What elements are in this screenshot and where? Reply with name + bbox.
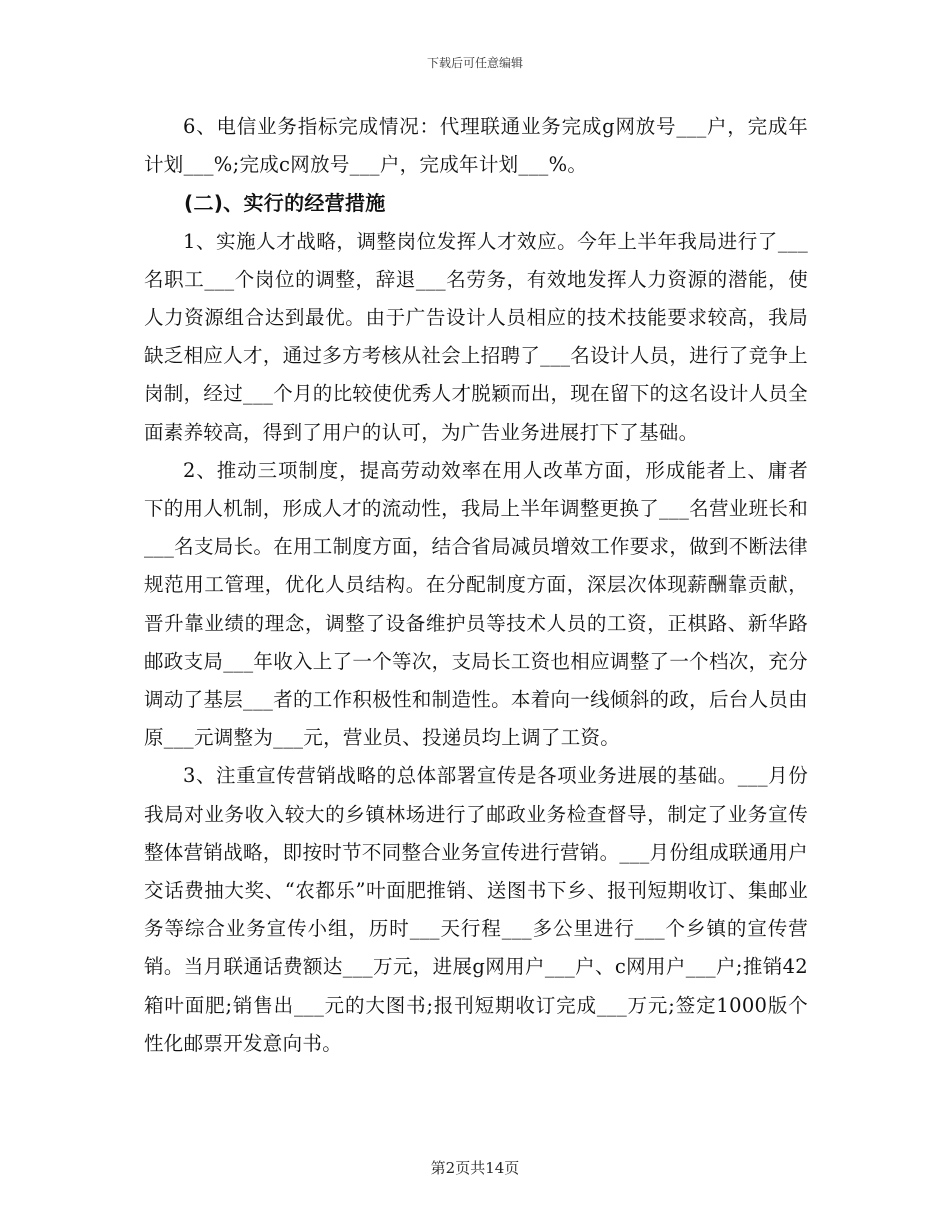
page-header: 下载后可任意编辑 bbox=[426, 56, 523, 70]
paragraph-telecom-indicators: 6、电信业务指标完成情况：代理联通业务完成g网放号___户，完成年计划___%;完成c网放号___户，完成年计划___%。 bbox=[144, 115, 808, 177]
paragraph-talent-strategy: 1、实施人才战略，调整岗位发挥人才效应。今年上半年我局进行了___名职工___个岗位的调整，辞退___名劳务，有效地发挥人力资源的潜能，使人力资源组合达到最优。由于广告设计人员相应的技术技能要求较高，我局缺乏相应人才，通过多方考核从社会上招聘了___名设计人员，进行了竞争上岗制，经过___个月的比较使优秀人才脱颖而出，现在留下的这名设计人员全面素养较高，得到了用户的认可，为广告业务进展打下了基础。 bbox=[144, 229, 808, 444]
section-heading: (二)、实行的经营措施 bbox=[184, 191, 386, 216]
paragraph-three-systems: 2、推动三项制度，提高劳动效率在用人改革方面，形成能者上、庸者下的用人机制，形成人才的流动性，我局上半年调整更换了___名营业班长和___名支局长。在用工制度方面，结合省局减员增效工作要求，做到不断法律规范用工管理，优化人员结构。在分配制度方面，深层次体现薪酬靠贡献，晋升靠业绩的理念，调整了设备维护员等技术人员的工资，正棋路、新华路邮政支局___年收入上了一个等次，支局长工资也相应调整了一个档次，充分调动了基层___者的工作积极性和制造性。本着向一线倾斜的政，后台人员由原___元调整为___元，营业员、投递员均上调了工资。 bbox=[144, 458, 808, 750]
paragraph-marketing-strategy: 3、注重宣传营销战略的总体部署宣传是各项业务进展的基础。___月份我局对业务收入较大的乡镇林场进行了邮政业务检查督导，制定了业务宣传整体营销战略，即按时节不同整合业务宣传进行营销。___月份组成联通用户交话费抽大奖、“农都乐”叶面肥推销、送图书下乡、报刊短期收订、集邮业务等综合业务宣传小组，历时___天行程___多公里进行___个乡镇的宣传营销。当月联通话费额达___万元，进展g网用户___户、c网用户___户;推销42箱叶面肥;销售出___元的大图书;报刊短期收订完成___万元;签定1000版个性化邮票开发意向书。 bbox=[144, 764, 808, 1055]
page-footer: 第2页共14页 bbox=[430, 1159, 520, 1177]
document-body bbox=[144, 108, 808, 1063]
